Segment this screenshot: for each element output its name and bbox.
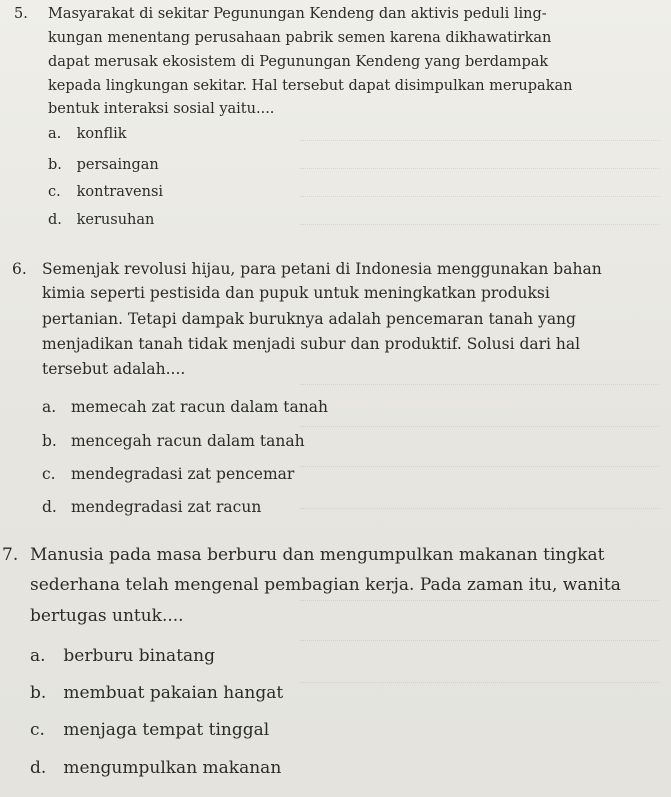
option-letter: d. [48,212,62,228]
bleed-through-line [300,196,660,206]
bleed-through-line [300,224,660,234]
bleed-through-line [300,682,660,692]
question-text-line: Manusia pada masa berburu dan mengumpulkan makanan tingkat [30,545,605,565]
answer-option-d[interactable] [48,212,154,228]
question-text-line: bentuk interaksi sosial yaitu.... [48,101,275,117]
bleed-through-line [300,426,660,436]
option-text: mendegradasi zat racun [70,498,262,516]
question-text-line: kepada lingkungan sekitar. Hal tersebut dapat disimpulkan merupakan [48,78,573,94]
option-text: konflik [76,126,127,142]
question-text-line: Masyarakat di sekitar Pegunungan Kendeng dan aktivis peduli ling- [48,6,547,22]
option-letter: c. [42,465,56,483]
option-text: persaingan [76,157,159,173]
option-letter: a. [30,646,46,666]
answer-option-a[interactable] [42,398,328,416]
bleed-through-line [300,508,660,518]
answer-option-b[interactable] [42,432,305,450]
question-text-line: sederhana telah mengenal pembagian kerja. Pada zaman itu, wanita [30,575,621,595]
question-text-line: kungan menentang perusahaan pabrik semen karena dikhawatirkan [48,30,552,46]
question-number: 7. [2,545,19,565]
option-letter: b. [42,432,57,450]
bleed-through-line [300,640,660,650]
option-text: membuat pakaian hangat [63,683,284,703]
option-text: kerusuhan [76,212,155,228]
option-letter: c. [48,184,61,200]
answer-option-c[interactable] [30,720,269,740]
bleed-through-line [300,466,660,476]
answer-option-b[interactable] [30,683,283,703]
bleed-through-line [300,168,660,178]
answer-option-a[interactable] [48,126,127,142]
option-text: berburu binatang [63,646,215,666]
answer-option-c[interactable] [42,465,294,483]
option-text: kontravensi [76,184,164,200]
option-text: menjaga tempat tinggal [63,720,270,740]
bleed-through-line [300,600,660,610]
option-letter: a. [42,398,57,416]
answer-option-d[interactable] [42,498,261,516]
question-text-line: pertanian. Tetapi dampak buruknya adalah pencemaran tanah yang [42,310,576,328]
question-number: 6. [12,260,27,278]
question-text-line: Semenjak revolusi hijau, para petani di Indonesia menggunakan bahan [42,260,602,278]
answer-option-d[interactable] [30,758,281,778]
option-letter: d. [30,758,47,778]
answer-option-b[interactable] [48,157,159,173]
question-text-line: dapat merusak ekosistem di Pegunungan Kendeng yang berdampak [48,54,549,70]
question-text-line: bertugas untuk.... [30,606,184,626]
question-text-line: tersebut adalah.... [42,360,186,378]
option-letter: c. [30,720,45,740]
option-text: mencegah racun dalam tanah [70,432,305,450]
option-text: memecah zat racun dalam tanah [70,398,328,416]
option-text: mendegradasi zat pencemar [70,465,295,483]
option-text: mengumpulkan makanan [63,758,282,778]
question-text-line: menjadikan tanah tidak menjadi subur dan produktif. Solusi dari hal [42,335,581,353]
option-letter: d. [42,498,57,516]
option-letter: b. [48,157,62,173]
answer-option-a[interactable] [30,646,215,666]
question-text-line: kimia seperti pestisida dan pupuk untuk meningkatkan produksi [42,284,550,302]
option-letter: b. [30,683,47,703]
option-letter: a. [48,126,62,142]
question-number: 5. [14,6,28,22]
bleed-through-line [300,140,660,150]
bleed-through-line [300,384,660,394]
answer-option-c[interactable] [48,184,163,200]
